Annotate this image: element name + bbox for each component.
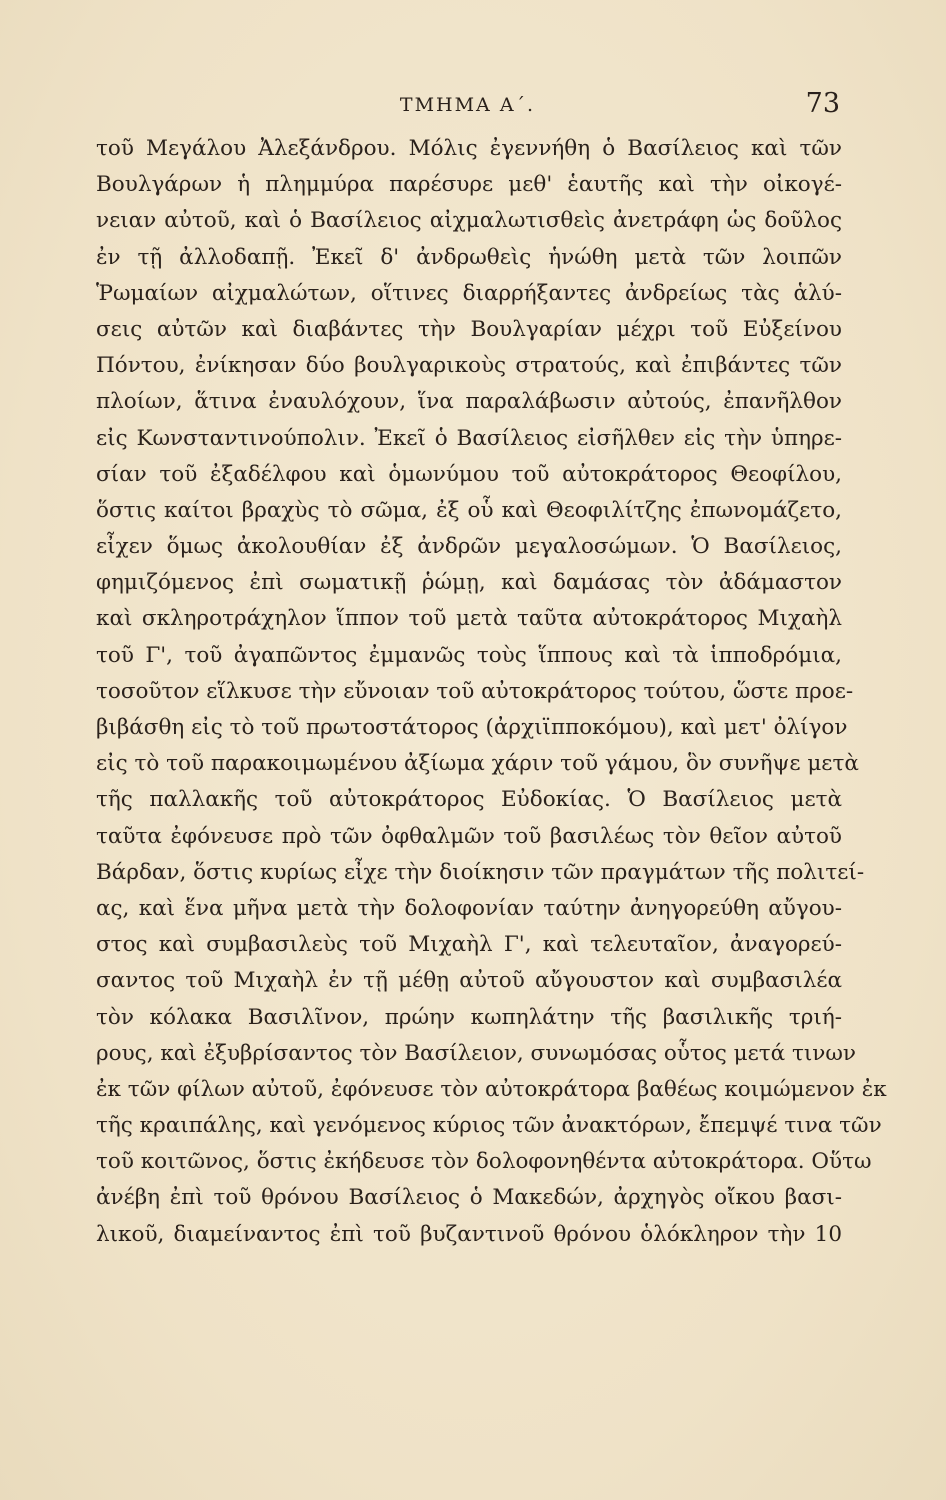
text-line: τῆς κραιπάλης, καὶ γενόμενος κύριος τῶν ἀνακτόρων, ἔπεμψέ τινα τῶν (96, 1113, 882, 1139)
text-line: καὶ σκληροτράχηλον ἵππον τοῦ μετὰ ταῦτα αὐτοκράτορος Μιχαὴλ (96, 606, 842, 632)
text-line: Ῥωμαίων αἰχμαλώτων, οἵτινες διαρρήξαντες ἀνδρείως τὰς ἁλύ- (96, 280, 842, 306)
page-number: 73 (805, 88, 840, 119)
running-head: ΤΜΗΜΑ Α΄. (399, 94, 536, 116)
page-header (95, 88, 840, 128)
text-line: εἰς τὸ τοῦ παρακοιμωμένου ἀξίωμα χάριν τοῦ γάμου, ὃν συνῆψε μετὰ (96, 751, 859, 777)
text-line: σεις αὐτῶν καὶ διαβάντες τὴν Βουλγαρίαν μέχρι τοῦ Εὐξείνου (96, 316, 842, 342)
text-line: τοῦ Γ', τοῦ ἀγαπῶντος ἐμμανῶς τοὺς ἵππους καὶ τὰ ἱπποδρόμια, (96, 642, 842, 668)
text-line: ας, καὶ ἕνα μῆνα μετὰ τὴν δολοφονίαν ταύτην ἀνηγορεύθη αὔγου- (96, 895, 842, 921)
text-line: ἐκ τῶν φίλων αὐτοῦ, ἐφόνευσε τὸν αὐτοκράτορα βαθέως κοιμώμενον ἐκ (96, 1076, 887, 1102)
text-line: τὸν κόλακα Βασιλῖνον, πρώην κωπηλάτην τῆς βασιλικῆς τριή- (96, 1004, 842, 1030)
text-line: τοσοῦτον εἵλκυσε τὴν εὔνοιαν τοῦ αὐτοκράτορος τούτου, ὥστε προε- (96, 678, 854, 704)
text-line: τοῦ Μεγάλου Ἀλεξάνδρου. Μόλις ἐγεννήθη ὁ Βασίλειος καὶ τῶν (96, 136, 842, 161)
text-line: ταῦτα ἐφόνευσε πρὸ τῶν ὀφθαλμῶν τοῦ βασιλέως τὸν θεῖον αὐτοῦ (96, 823, 842, 849)
text-line: πλοίων, ἅτινα ἐναυλόχουν, ἵνα παραλάβωσιν αὐτούς, ἐπανῆλθον (96, 389, 842, 415)
text-line: Βάρδαν, ὅστις κυρίως εἶχε τὴν διοίκησιν τῶν πραγμάτων τῆς πολιτεί- (96, 859, 865, 885)
text-line: εἶχεν ὅμως ἀκολουθίαν ἐξ ἀνδρῶν μεγαλοσώμων. Ὁ Βασίλειος, (96, 534, 842, 560)
text-line: ἀνέβη ἐπὶ τοῦ θρόνου Βασίλειος ὁ Μακεδών, ἀρχηγὸς οἴκου βασι- (96, 1185, 842, 1211)
text-line: σίαν τοῦ ἐξαδέλφου καὶ ὁμωνύμου τοῦ αὐτοκράτορος Θεοφίλου, (96, 461, 842, 487)
text-line: σαντος τοῦ Μιχαὴλ ἐν τῇ μέθῃ αὐτοῦ αὔγουστον καὶ συμβασιλέα (96, 968, 842, 994)
text-line: τοῦ κοιτῶνος, ὅστις ἐκήδευσε τὸν δολοφονηθέντα αὐτοκράτορα. Οὕτω (96, 1149, 872, 1175)
text-line: λικοῦ, διαμείναντος ἐπὶ τοῦ βυζαντινοῦ θρόνου ὁλόκληρον τὴν 10 (96, 1221, 842, 1247)
text-line: φημιζόμενος ἐπὶ σωματικῇ ῥώμῃ, καὶ δαμάσας τὸν ἀδάμαστον (96, 570, 842, 596)
text-line: Βουλγάρων ἡ πλημμύρα παρέσυρε μεθ' ἑαυτῆς καὶ τὴν οἰκογέ- (96, 172, 842, 198)
text-line: ρους, καὶ ἐξυβρίσαντος τὸν Βασίλειον, συνωμόσας οὗτος μετά τινων (96, 1040, 856, 1066)
text-line: εἰς Κωνσταντινούπολιν. Ἐκεῖ ὁ Βασίλειος εἰσῆλθεν εἰς τὴν ὑπηρε- (96, 425, 842, 451)
text-line: νειαν αὐτοῦ, καὶ ὁ Βασίλειος αἰχμαλωτισθεὶς ἀνετράφη ὡς δοῦλος (96, 208, 842, 234)
text-line: τῆς παλλακῆς τοῦ αὐτοκράτορος Εὐδοκίας. Ὁ Βασίλειος μετὰ (96, 787, 842, 813)
body-text (96, 131, 887, 1253)
text-line: ἐν τῇ ἀλλοδαπῇ. Ἐκεῖ δ' ἀνδρωθεὶς ἡνώθη μετὰ τῶν λοιπῶν (96, 244, 842, 270)
text-line: βιβάσθη εἰς τὸ τοῦ πρωτοστάτορος (ἀρχιϊπποκόμου), καὶ μετ' ὀλίγον (96, 715, 848, 740)
text-line: ὅστις καίτοι βραχὺς τὸ σῶμα, ἐξ οὗ καὶ Θεοφιλίτζης ἐπωνομάζετο, (96, 497, 842, 523)
text-line: Πόντου, ἐνίκησαν δύο βουλγαρικοὺς στρατούς, καὶ ἐπιβάντες τῶν (96, 353, 842, 379)
text-line: στος καὶ συμβασιλεὺς τοῦ Μιχαὴλ Γ', καὶ τελευταῖον, ἀναγορεύ- (96, 932, 842, 958)
